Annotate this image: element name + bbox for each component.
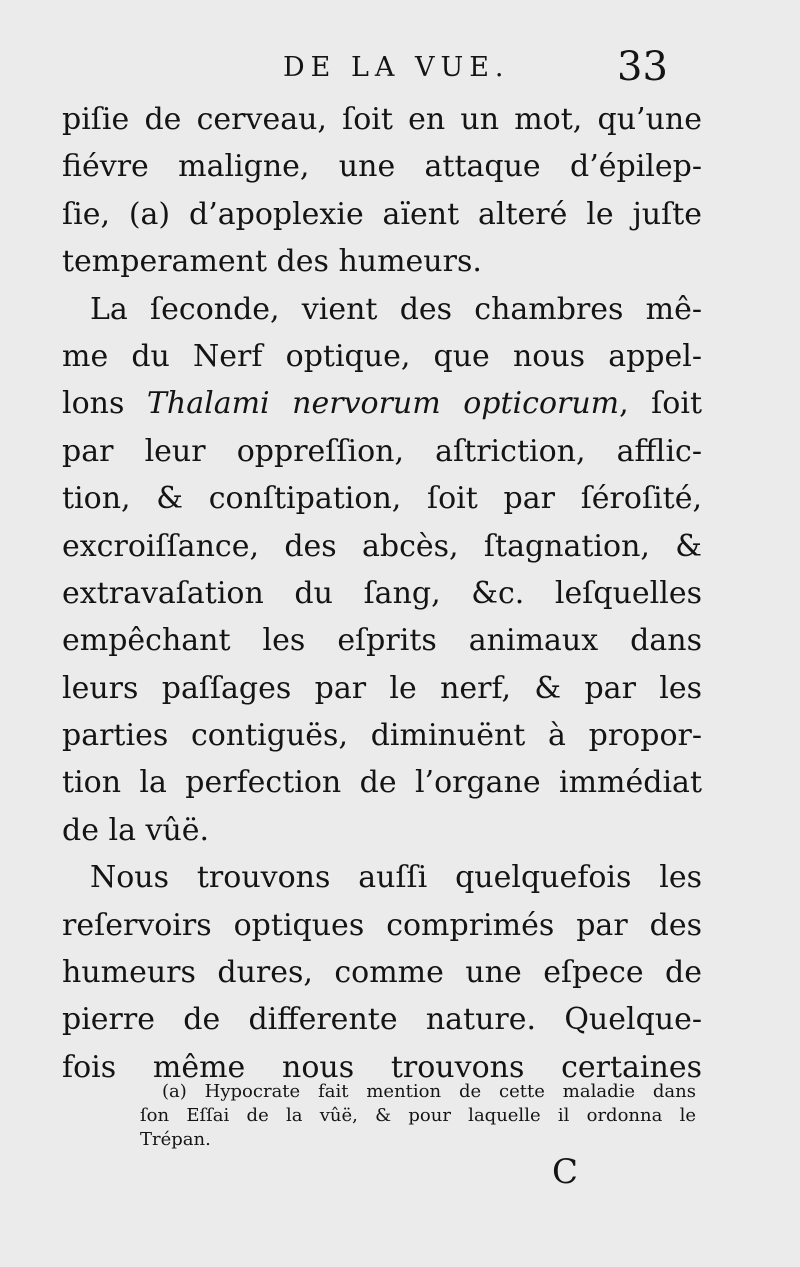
text-line: ſie, (a) d’apoplexie aïent alteré le juſte xyxy=(62,196,702,232)
text-line: piſie de cerveau, ſoit en un mot, qu’une xyxy=(62,102,702,137)
running-head: DE LA VUE. xyxy=(283,52,510,83)
text-line: extravaſation du ſang, &c. leſquelles xyxy=(62,575,702,611)
text-line: me du Nerf optique, que nous appel- xyxy=(62,338,702,374)
body-text xyxy=(62,96,702,1091)
text-line: humeurs dures, comme une eſpece de xyxy=(62,955,702,991)
text-line: fois même nous trouvons certaines xyxy=(62,1049,702,1085)
footnote-line: (a) Hypocrate fait mention de cette maladie dans xyxy=(162,1081,696,1102)
signature-mark: C xyxy=(552,1152,579,1192)
text-line: tion la perfection de l’organe immédiat xyxy=(62,765,702,801)
text-line: fiévre maligne, une attaque d’épilep- xyxy=(62,149,702,185)
text-line: par leur oppreſſion, aſtriction, afflic- xyxy=(62,433,702,469)
text-line: empêchant les eſprits animaux dans xyxy=(62,623,702,659)
footnote xyxy=(140,1080,696,1152)
italic-latin-term: Thalami nervorum opticorum xyxy=(146,386,620,422)
footnote-line: ſon Eſſai de la vûë, & pour laquelle il ordonna le xyxy=(140,1105,696,1126)
page-number: 33 xyxy=(617,44,668,90)
text-line: pierre de differente nature. Quelque- xyxy=(62,1002,702,1038)
line-after-italic: , ſoit xyxy=(619,386,702,422)
text-line: tion, & conſtipation, ſoit par ſéroſité, xyxy=(62,481,702,517)
text-line-with-italic xyxy=(62,380,702,427)
line-before-italic: lons xyxy=(62,386,147,422)
text-line: de la vûë. xyxy=(62,812,210,848)
text-line: leurs paſſages par le nerf, & par les xyxy=(62,670,702,706)
text-line: parties contiguës, diminuënt à propor- xyxy=(62,718,702,754)
text-line: excroiſſance, des abcès, ſtagnation, & xyxy=(62,528,702,564)
text-line: reſervoirs optiques comprimés par des xyxy=(62,907,702,943)
footnote-line: Trépan. xyxy=(140,1129,211,1150)
page-header xyxy=(0,40,800,100)
text-line: temperament des humeurs. xyxy=(62,244,482,280)
paragraph-start-line: Nous trouvons auſſi quelquefois les xyxy=(90,860,702,896)
paragraph-start-line: La ſeconde, vient des chambres mê- xyxy=(90,291,702,327)
